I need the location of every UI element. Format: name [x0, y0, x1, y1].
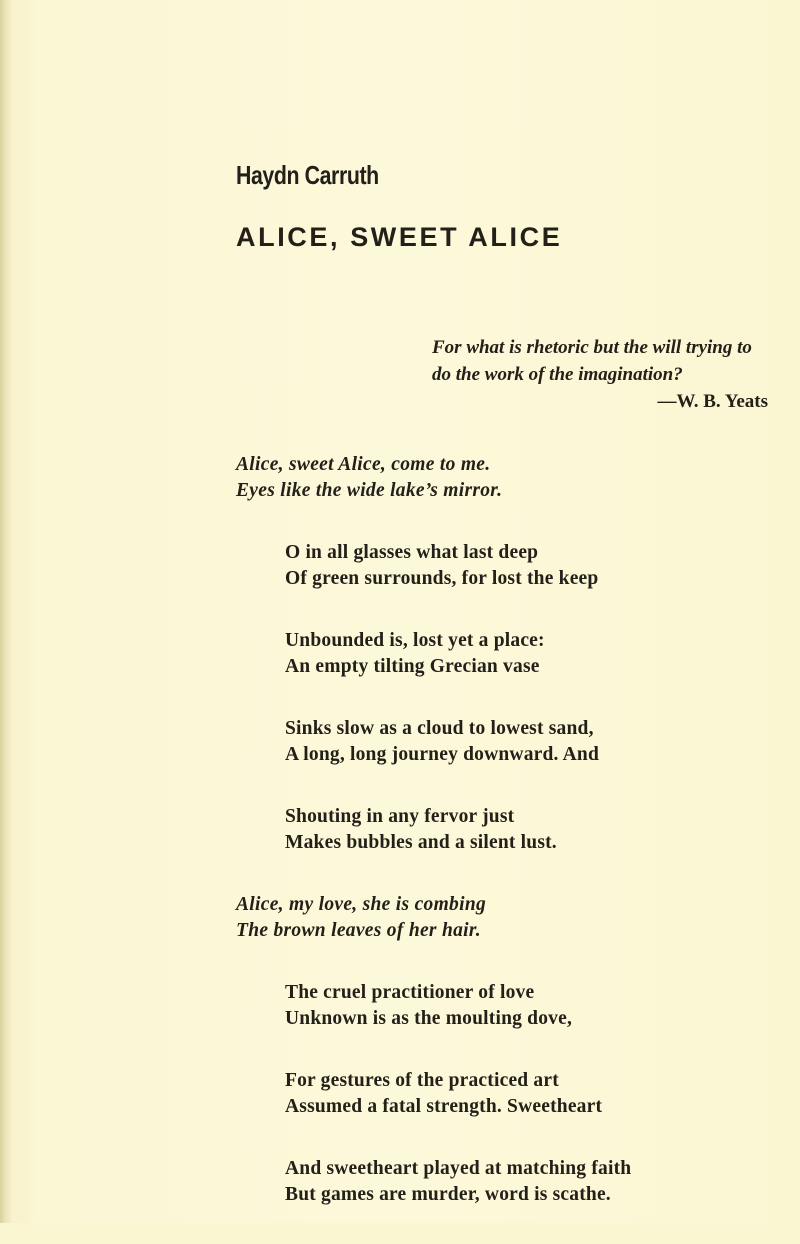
poem-line: And sweetheart played at matching faith: [285, 1158, 632, 1179]
epigraph-attribution: —W. B. Yeats: [657, 391, 768, 412]
epigraph-line: do the work of the imagination?: [432, 364, 683, 385]
stanza-couplet: [236, 980, 776, 1032]
stanza-couplet: [236, 1068, 776, 1120]
poem-line: Of green surrounds, for lost the keep: [285, 568, 599, 589]
stanza-couplet: [236, 1156, 776, 1208]
poem-line: Makes bubbles and a silent lust.: [285, 832, 557, 853]
poem-line: The brown leaves of her hair.: [236, 920, 481, 941]
poem-line: Sinks slow as a cloud to lowest sand,: [285, 718, 594, 739]
poem-line: Shouting in any fervor just: [285, 806, 515, 827]
poem-line: The cruel practitioner of love: [285, 982, 535, 1003]
stanza-couplet: [236, 716, 776, 768]
poem-line: Unbounded is, lost yet a place:: [285, 630, 545, 651]
stanza-refrain: [236, 892, 776, 944]
poem-title: ALICE, SWEET ALICE: [236, 222, 563, 252]
poem-line: O in all glasses what last deep: [285, 542, 539, 563]
stanza-couplet: [236, 540, 776, 592]
epigraph: [432, 334, 768, 415]
poem-line: Alice, my love, she is combing: [236, 894, 487, 915]
page-fold-shadow: [0, 0, 12, 1223]
stanza-couplet: [236, 804, 776, 856]
poem-line: Assumed a fatal strength. Sweetheart: [285, 1096, 603, 1117]
author-name: Haydn Carruth: [236, 160, 379, 190]
poem-line: Eyes like the wide lake’s mirror.: [236, 480, 503, 501]
stanza-couplet: [236, 628, 776, 680]
poem-line: For gestures of the practiced art: [285, 1070, 559, 1091]
epigraph-line: For what is rhetoric but the will trying to: [432, 337, 752, 358]
poem-line: An empty tilting Grecian vase: [285, 656, 540, 677]
poem-line: But games are murder, word is scathe.: [285, 1184, 611, 1205]
poem-line: Unknown is as the moulting dove,: [285, 1008, 573, 1029]
poem-body: [236, 452, 776, 1244]
poem-line: Alice, sweet Alice, come to me.: [236, 454, 491, 475]
stanza-refrain: [236, 452, 776, 504]
poem-line: A long, long journey downward. And: [285, 744, 600, 765]
